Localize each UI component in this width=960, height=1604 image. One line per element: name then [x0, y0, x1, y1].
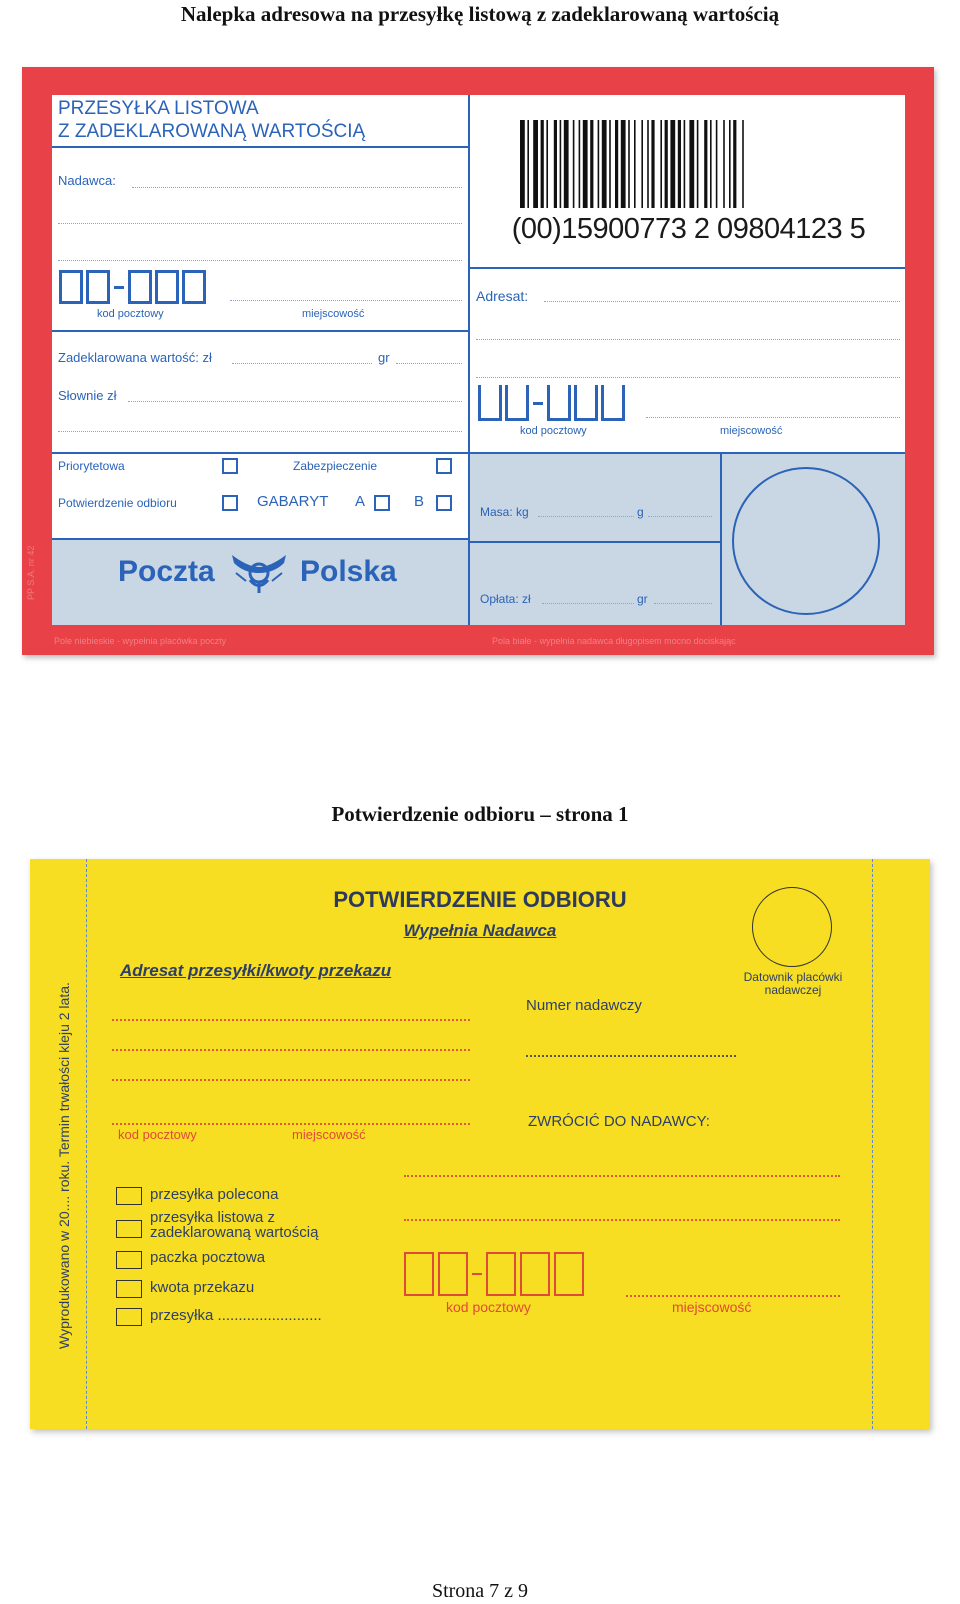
- sender-city-caption: miejscowość: [302, 308, 365, 320]
- sender-postal-digit[interactable]: [59, 270, 83, 304]
- gabaryt-b-checkbox[interactable]: [436, 495, 452, 511]
- label-bottom-right-note: Pola białe - wypełnia nadawca długopisem mocno dociskając: [492, 636, 736, 646]
- barcode-number: (00)15900773 2 09804123 5: [511, 213, 866, 245]
- confirm-postal-caption: kod pocztowy: [118, 1127, 197, 1142]
- oplata-label: Opłata: zł: [480, 592, 531, 606]
- return-postal-digit[interactable]: [520, 1252, 550, 1296]
- checkbox-przesylka-listowa[interactable]: [116, 1220, 142, 1238]
- checkbox-przesylka-polecona[interactable]: [116, 1187, 142, 1205]
- sender-postal-digit[interactable]: [155, 270, 179, 304]
- confirm-subheading: Wypełnia Nadawca: [403, 921, 557, 940]
- priorytetowa-label: Priorytetowa: [58, 459, 125, 473]
- label-bottom-left-note: Pole niebieskie - wypełnia placówka poczty: [54, 636, 227, 646]
- address-label-body: [52, 95, 905, 625]
- potwierdzenie-label: Potwierdzenie odbioru: [58, 496, 177, 510]
- label-side-code: PP S.A. nr 42: [26, 545, 36, 600]
- masa-label: Masa: kg: [480, 505, 529, 519]
- post-horn-logo-icon: [228, 547, 290, 597]
- gabaryt-b-label: B: [414, 493, 425, 510]
- sender-postal-caption: kod pocztowy: [97, 308, 164, 320]
- checkbox-label-paczka-pocztowa: paczka pocztowa: [150, 1249, 266, 1266]
- confirmation-card: [30, 859, 930, 1429]
- return-city-caption: miejscowość: [672, 1299, 752, 1315]
- checkbox-label-przesylka: przesyłka .........................: [150, 1307, 322, 1324]
- declared-value-label: Zadeklarowana wartość: zł: [58, 350, 212, 365]
- sender-postal-digit[interactable]: [182, 270, 206, 304]
- zabezpieczenie-label: Zabezpieczenie: [293, 459, 378, 473]
- return-postal-digit[interactable]: [404, 1252, 434, 1296]
- checkbox-label-przesylka-polecona: przesyłka polecona: [150, 1186, 279, 1203]
- stamp-circle: [732, 467, 880, 615]
- adresat-przesylki-heading: Adresat przesyłki/kwoty przekazu: [120, 961, 392, 980]
- brand-poczta: Poczta: [118, 555, 215, 588]
- adresat-postal-digit[interactable]: [574, 385, 598, 421]
- gabaryt-a-label: A: [355, 493, 366, 510]
- datownik-circle: [752, 887, 832, 967]
- numer-nadawczy-label: Numer nadawczy: [526, 997, 642, 1014]
- adresat-city-caption: miejscowość: [720, 425, 783, 437]
- page-footer: Strona 7 z 9: [431, 1580, 529, 1602]
- adresat-postal-caption: kod pocztowy: [520, 425, 587, 437]
- adresat-label: Adresat:: [476, 288, 529, 304]
- slownie-label: Słownie zł: [58, 388, 117, 403]
- confirm-heading: POTWIERDZENIE ODBIORU: [333, 887, 627, 912]
- checkbox-kwota-przekazu[interactable]: [116, 1280, 142, 1298]
- return-postal-caption: kod pocztowy: [446, 1299, 531, 1315]
- adresat-postal-digit[interactable]: [547, 385, 571, 421]
- gabaryt-label: GABARYT: [257, 493, 329, 510]
- label-heading-line2: Z ZADEKLAROWANĄ WARTOŚCIĄ: [58, 121, 366, 142]
- adresat-postal-digit[interactable]: [478, 385, 502, 421]
- checkbox-paczka-pocztowa[interactable]: [116, 1251, 142, 1269]
- masa-g-label: g: [637, 505, 644, 519]
- priorytetowa-checkbox[interactable]: [222, 458, 238, 474]
- adresat-postal-digit[interactable]: [601, 385, 625, 421]
- adresat-postal-digit[interactable]: [505, 385, 529, 421]
- checkbox-label-kwota-przekazu: kwota przekazu: [150, 1279, 255, 1296]
- potwierdzenie-checkbox[interactable]: [222, 495, 238, 511]
- barcode-icon: [518, 120, 838, 212]
- declared-gr-label: gr: [378, 350, 390, 365]
- gabaryt-a-checkbox[interactable]: [374, 495, 390, 511]
- confirm-city-caption: miejscowość: [292, 1127, 366, 1142]
- label-heading-line1: PRZESYŁKA LISTOWA: [58, 98, 259, 119]
- return-postal-digit[interactable]: [486, 1252, 516, 1296]
- sender-postal-digit[interactable]: [128, 270, 152, 304]
- return-postal-digit[interactable]: [554, 1252, 584, 1296]
- sender-postal-digit[interactable]: [86, 270, 110, 304]
- page-title-label: Nalepka adresowa na przesyłkę listową z zadeklarowaną wartością: [180, 2, 780, 26]
- return-postal-digit[interactable]: [438, 1252, 468, 1296]
- checkbox-label-przesylka-listowa: przesyłka listowa z zadeklarowaną wartością: [150, 1209, 319, 1241]
- brand-polska: Polska: [300, 555, 397, 588]
- page-title-confirm: Potwierdzenie odbioru – strona 1: [331, 802, 629, 826]
- zwrocic-label: ZWRÓCIĆ DO NADAWCY:: [528, 1113, 710, 1130]
- datownik-label: Datownik placówki nadawczej: [743, 970, 843, 997]
- confirm-side-text: Wyprodukowano w 20.... roku. Termin trwałości kleju 2 lata.: [56, 982, 72, 1349]
- zabezpieczenie-checkbox[interactable]: [436, 458, 452, 474]
- sender-label: Nadawca:: [58, 173, 116, 188]
- checkbox-przesylka[interactable]: [116, 1308, 142, 1326]
- oplata-gr-label: gr: [637, 592, 648, 606]
